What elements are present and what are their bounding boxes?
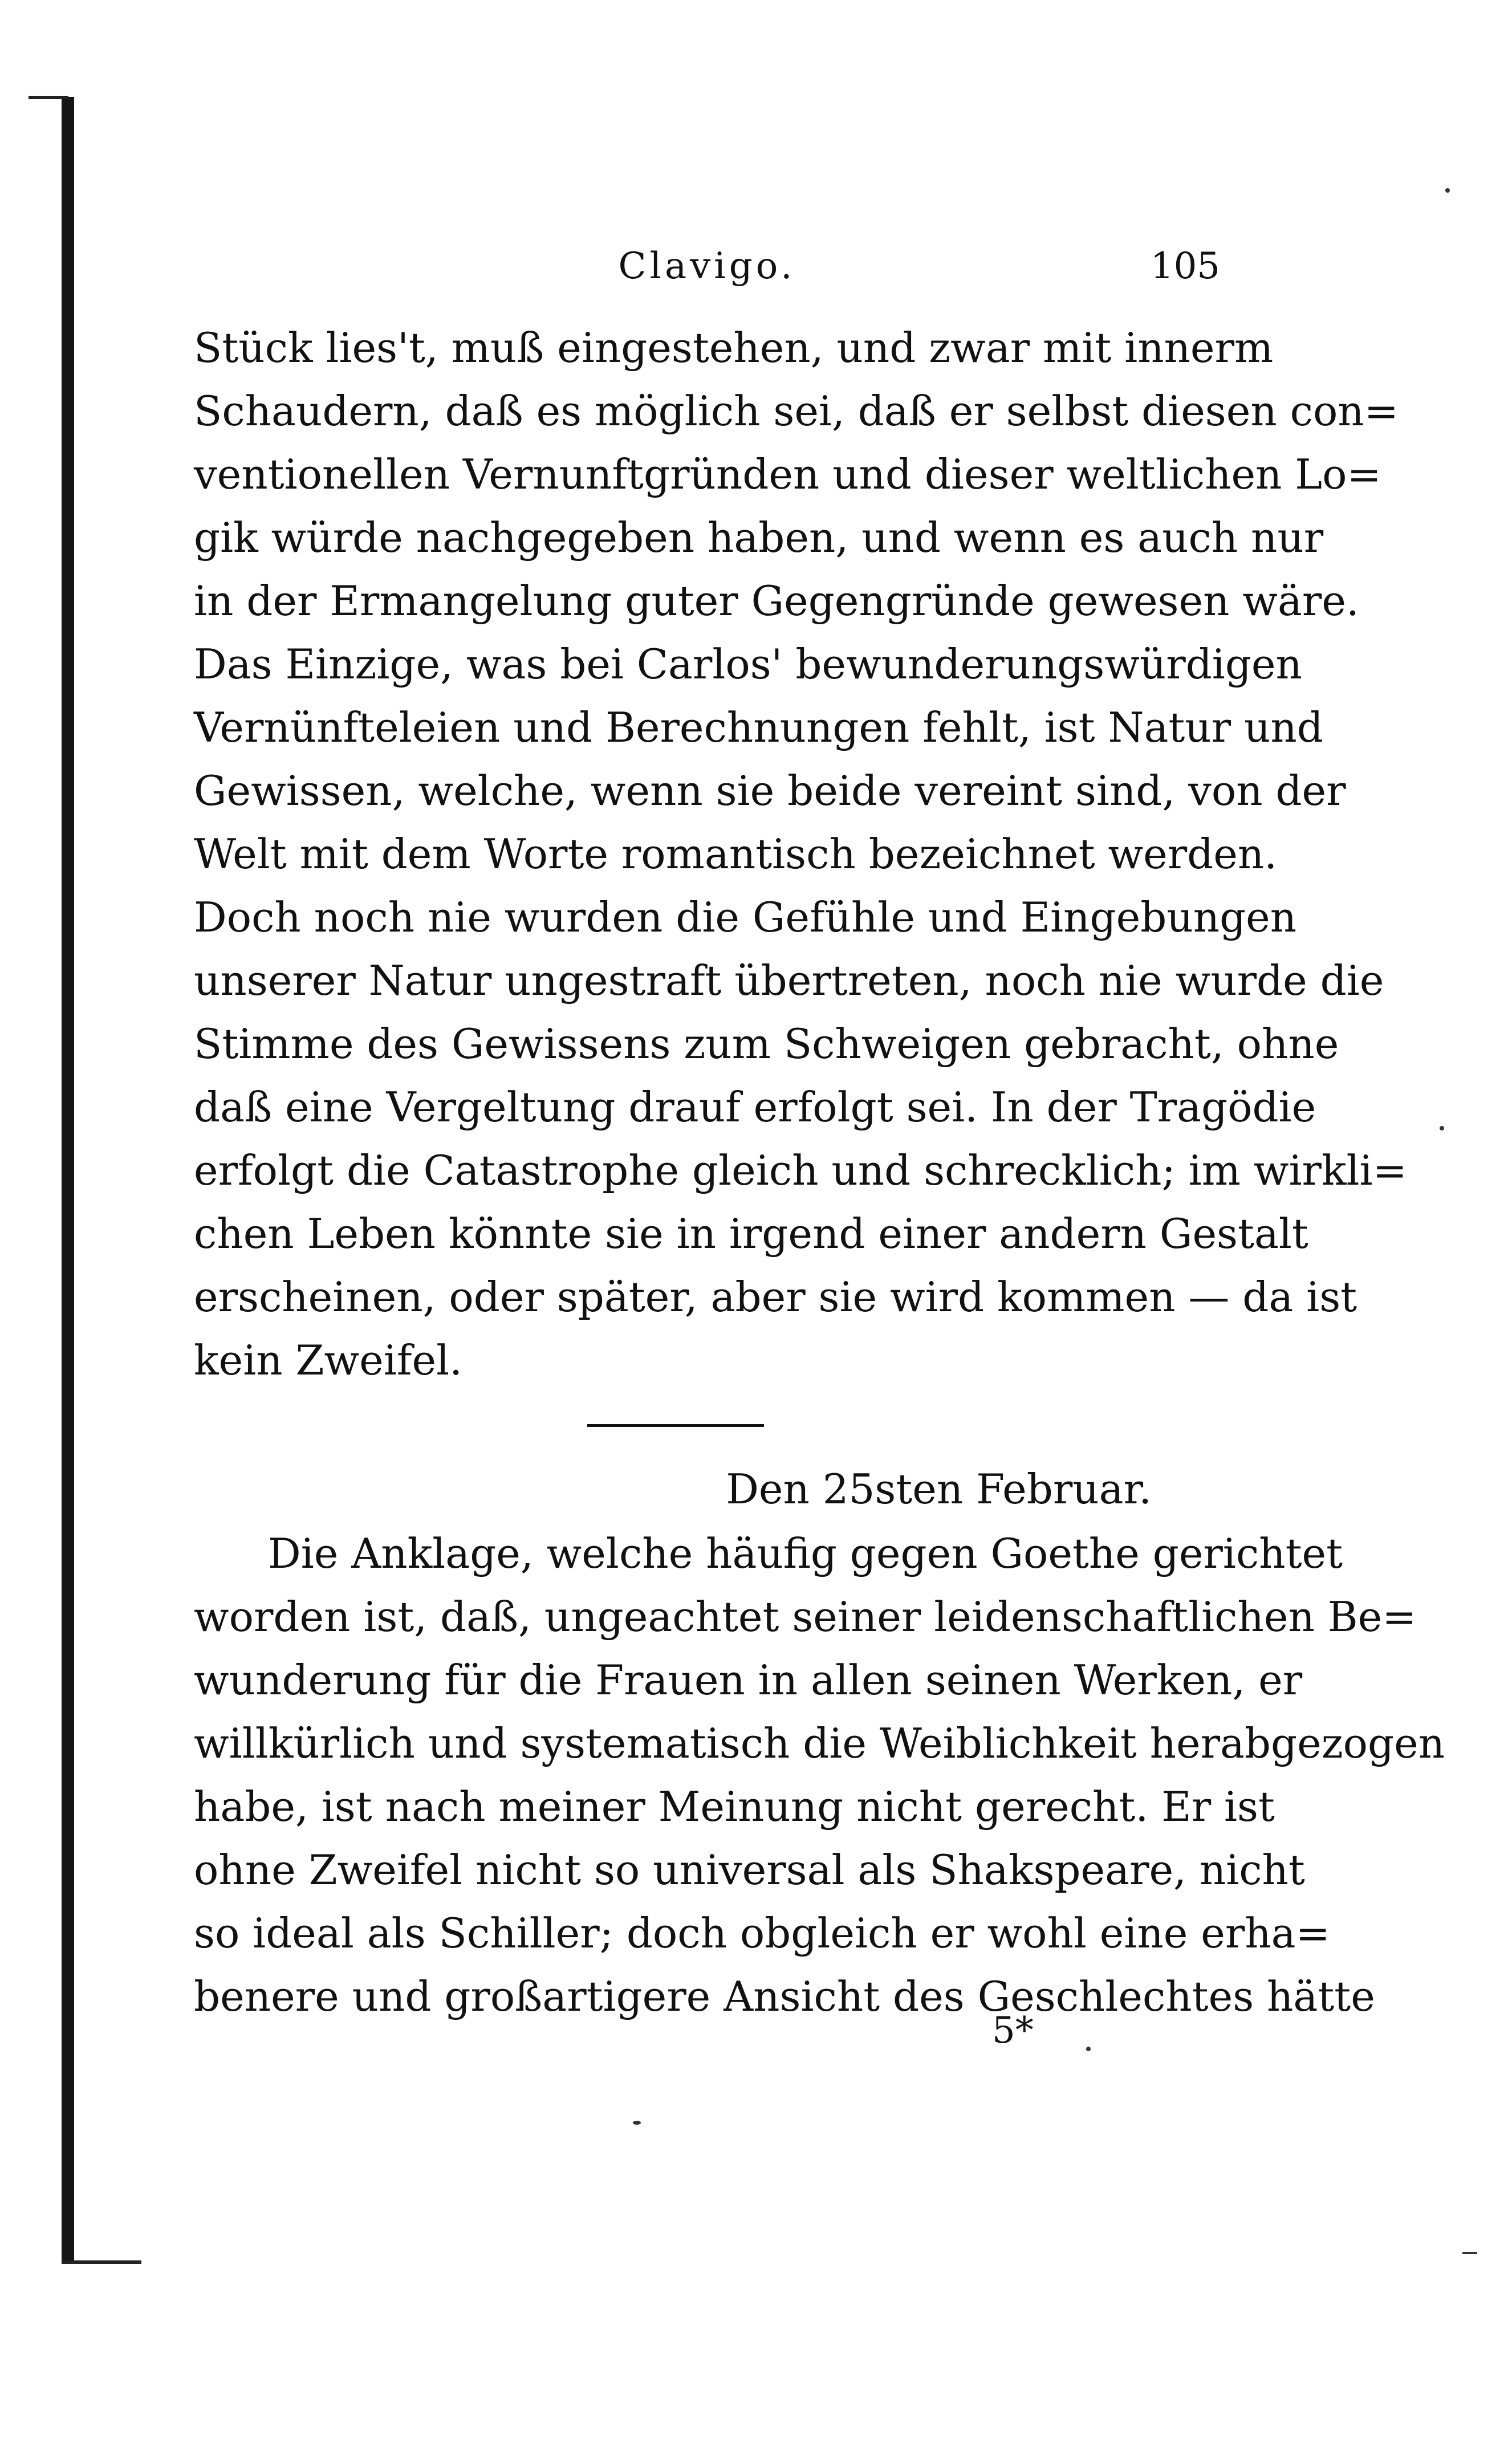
text-line: Stück lies't, muß eingestehen, und zwar mit innerm: [194, 324, 1274, 372]
scan-speck: [1445, 188, 1450, 193]
text-line: ventionellen Vernunftgründen und dieser weltlichen Lo=: [194, 450, 1381, 498]
text-line: worden ist, daß, ungeachtet seiner leidenschaftlichen Be=: [194, 1593, 1417, 1641]
text-line: unserer Natur ungestraft übertreten, noch nie wurde die: [194, 957, 1384, 1005]
text-line: chen Leben könnte sie in irgend einer andern Gestalt: [194, 1210, 1308, 1258]
scan-speck: [633, 2121, 641, 2125]
text-line: wunderung für die Frauen in allen seinen Werken, er: [194, 1656, 1303, 1704]
section-divider: [587, 1424, 764, 1427]
text-line: in der Ermangelung guter Gegengründe gewesen wäre.: [194, 577, 1359, 625]
text-line: ohne Zweifel nicht so universal als Shakspeare, nicht: [194, 1846, 1305, 1894]
scan-speck: [1086, 2047, 1091, 2051]
text-line: Welt mit dem Worte romantisch bezeichnet werden.: [194, 830, 1278, 878]
text-line: Stimme des Gewissens zum Schweigen gebracht, ohne: [194, 1020, 1339, 1068]
text-line: erfolgt die Catastrophe gleich und schrecklich; im wirkli=: [194, 1146, 1407, 1194]
text-line: Das Einzige, was bei Carlos' bewunderungswürdigen: [194, 640, 1302, 688]
text-line: daß eine Vergeltung drauf erfolgt sei. In der Tragödie: [194, 1083, 1316, 1131]
running-title: Clavigo.: [618, 245, 796, 287]
text-line: gik würde nachgegeben haben, und wenn es auch nur: [194, 514, 1324, 562]
text-line: Vernünfteleien und Berechnungen fehlt, ist Natur und: [194, 703, 1323, 751]
binding-foot-line: [62, 2260, 141, 2264]
scan-speck: [1440, 1126, 1444, 1130]
signature-mark: 5*: [992, 2010, 1034, 2052]
text-line: willkürlich und systematisch die Weiblichkeit herabgezogen: [194, 1719, 1445, 1767]
text-line: benere und großartigere Ansicht des Geschlechtes hätte: [194, 1973, 1375, 2020]
dateline: Den 25sten Februar.: [726, 1465, 1152, 1513]
text-line: Schaudern, daß es möglich sei, daß er selbst diesen con=: [194, 387, 1399, 435]
text-line: so ideal als Schiller; doch obgleich er wohl eine erha=: [194, 1909, 1330, 1957]
text-line: Gewissen, welche, wenn sie beide vereint sind, von der: [194, 767, 1346, 815]
text-line: kein Zweifel.: [194, 1336, 462, 1384]
text-line: habe, ist nach meiner Meinung nicht gerecht. Er ist: [194, 1783, 1275, 1831]
binding-top-line: [29, 96, 68, 99]
scan-speck: [1462, 2252, 1477, 2254]
page-number: 105: [1150, 245, 1220, 287]
page-binding-edge: [62, 97, 74, 2263]
text-line: Doch noch nie wurden die Gefühle und Eingebungen: [194, 893, 1297, 941]
paragraph-1: [194, 316, 1407, 1392]
page-header: [194, 245, 1220, 296]
text-line: Die Anklage, welche häufig gegen Goethe gerichtet: [268, 1530, 1343, 1577]
paragraph-2: [194, 1522, 1445, 2028]
text-line: erscheinen, oder später, aber sie wird kommen — da ist: [194, 1273, 1357, 1321]
